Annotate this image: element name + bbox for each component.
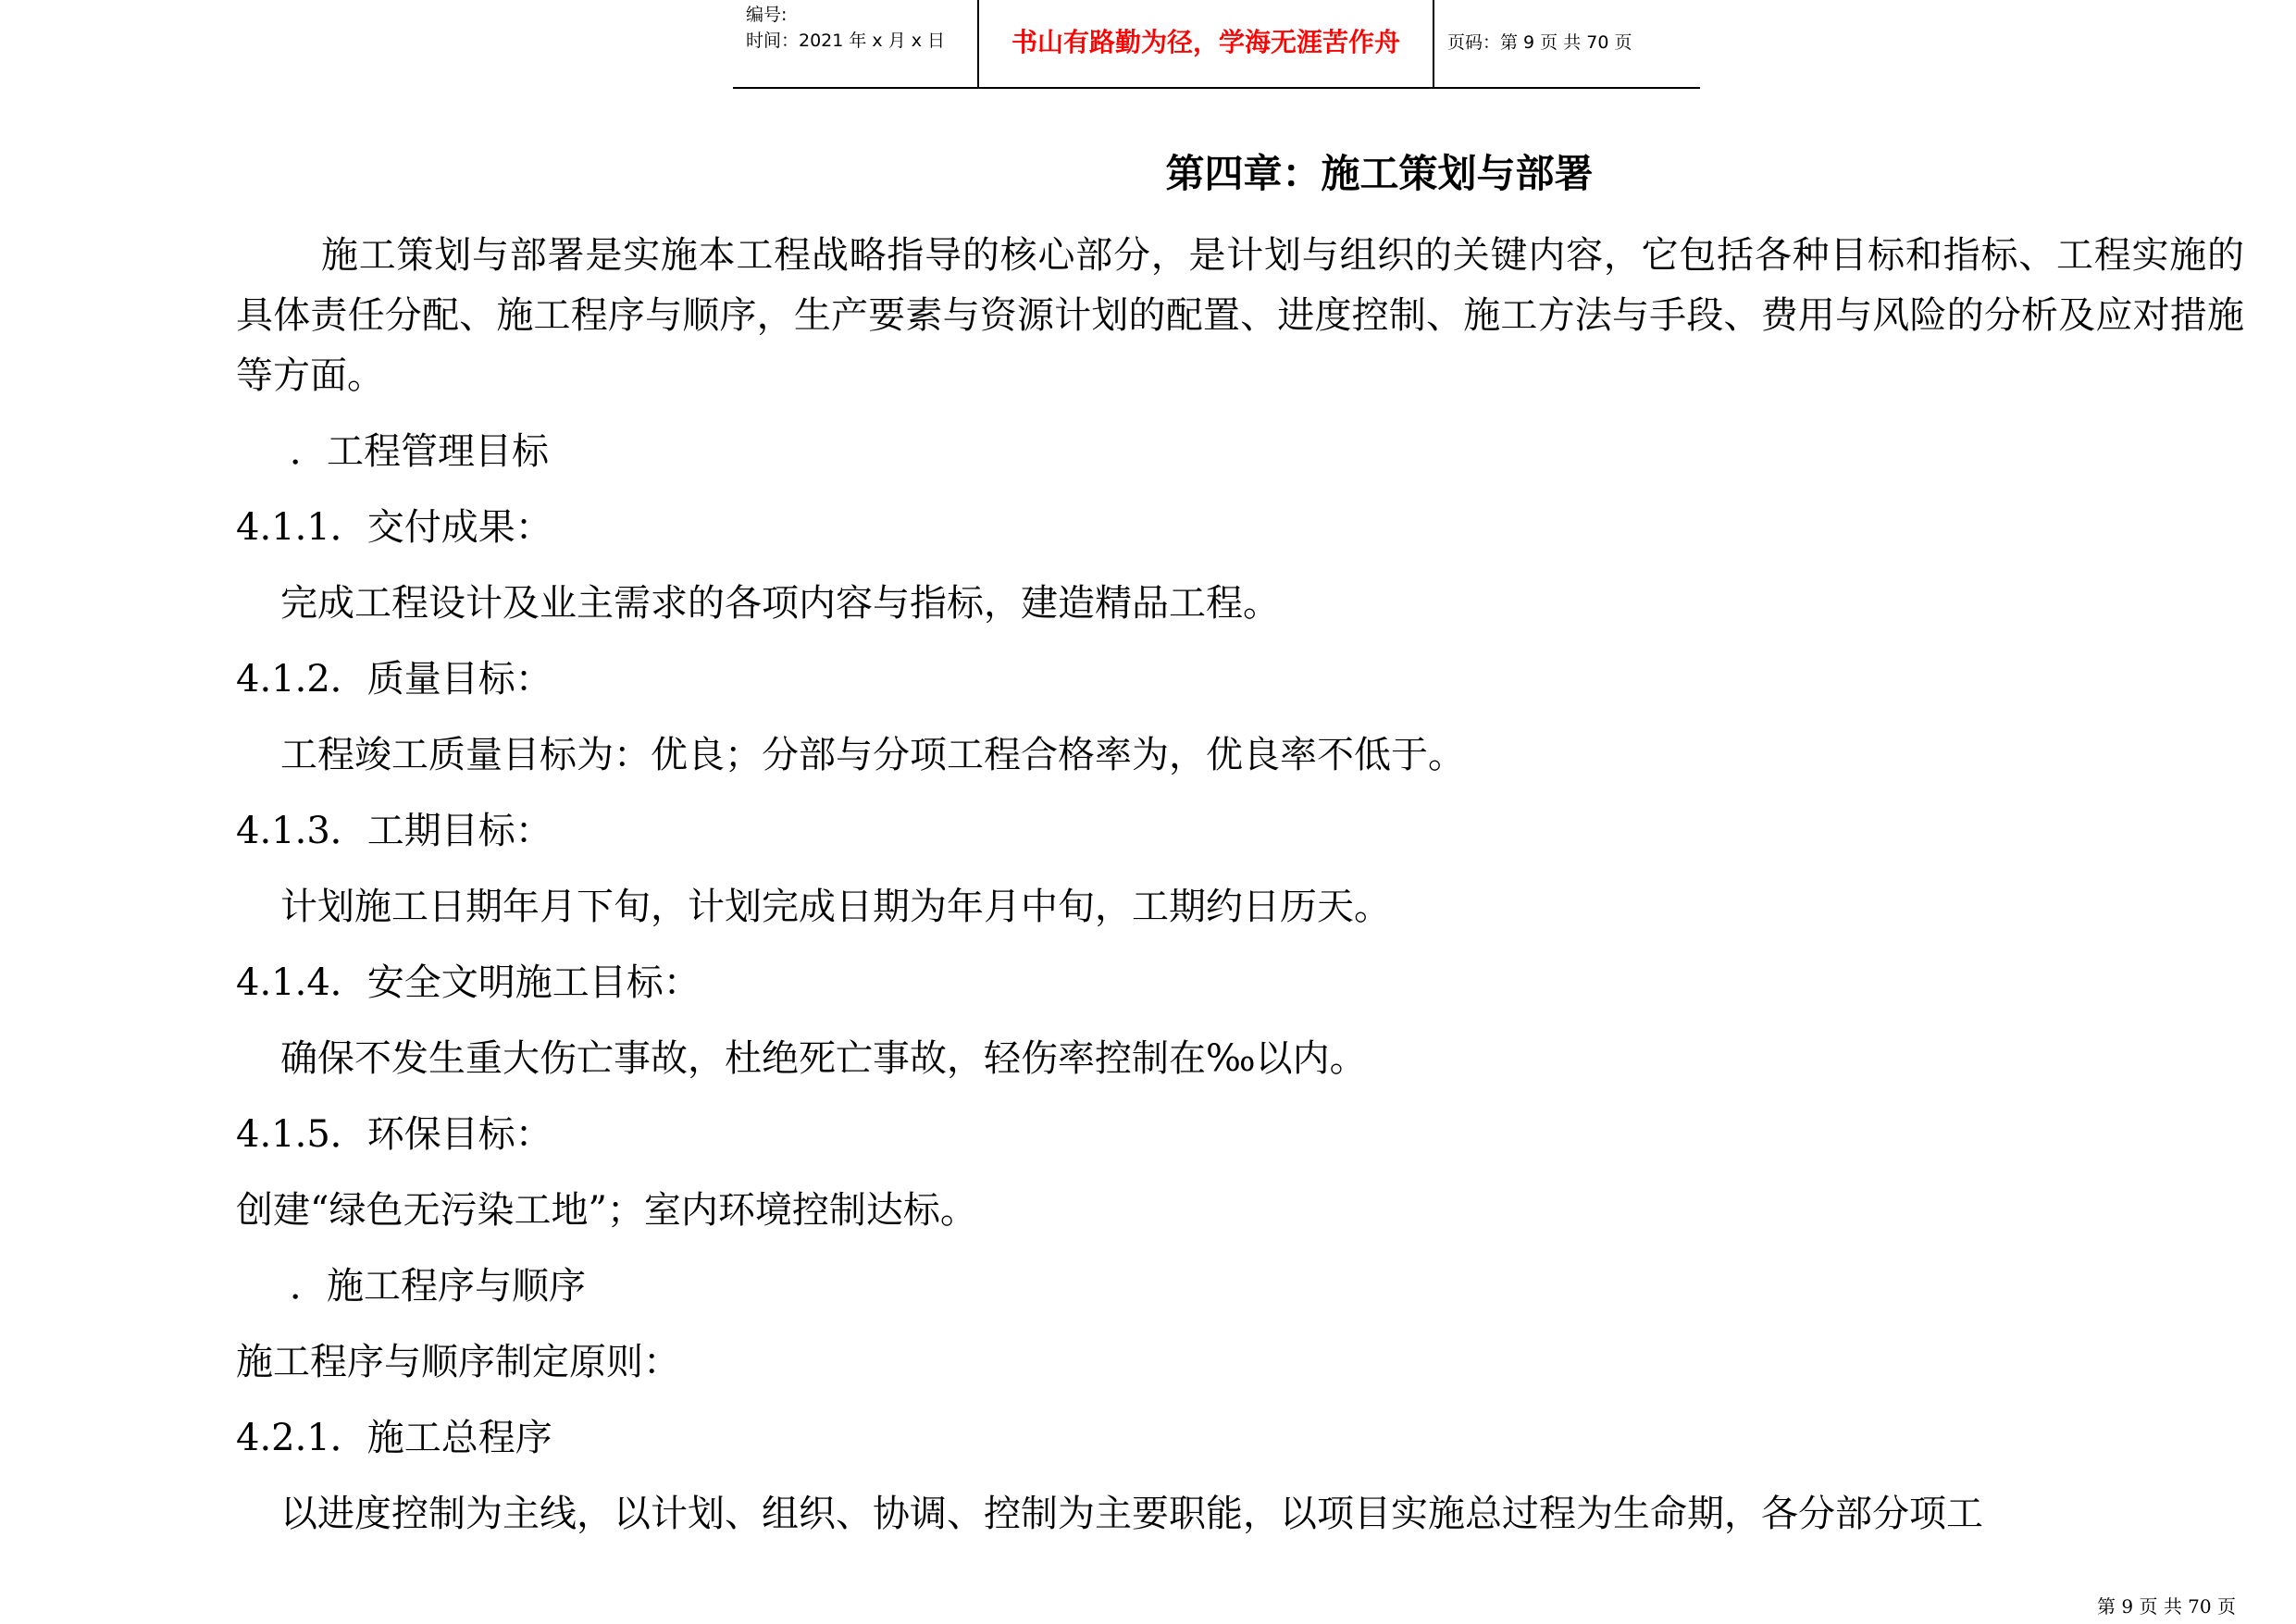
numbered-heading: 4.2.1．施工总程序 bbox=[236, 1417, 552, 1459]
page-footer bbox=[2097, 1595, 2236, 1618]
footer-page-number: 第 9 页 共 70 页 bbox=[2097, 1595, 2236, 1618]
body-text: 工程竣工质量目标为：优良；分部与分项工程合格率为，优良率不低于。 bbox=[280, 734, 1465, 776]
body-text: 完成工程设计及业主需求的各项内容与指标，建造精品工程。 bbox=[280, 582, 1280, 625]
body-text: 计划施工日期年月下旬，计划完成日期为年月中旬，工期约日历天。 bbox=[280, 886, 1391, 928]
section-heading: ．施工程序与顺序 bbox=[290, 1265, 586, 1308]
motto-text: 书山有路勤为径，学海无涯苦作舟 bbox=[1011, 27, 1400, 57]
numbered-heading: 4.1.1．交付成果： bbox=[236, 506, 552, 549]
page-header bbox=[733, 0, 1700, 89]
intro-paragraph: 施工策划与部署是实施本工程战略指导的核心部分，是计划与组织的关键内容，它包括各种目标和指标、工程实施的具体责任分配、施工程序与顺序，生产要素与资源计划的配置、进度控制、施工方法与手段、费用与风险的分析及应对措施等方面。 bbox=[236, 234, 2244, 397]
header-motto-cell bbox=[979, 0, 1434, 87]
body-text: 确保不发生重大伤亡事故，杜绝死亡事故，轻伤率控制在‰以内。 bbox=[280, 1037, 1367, 1080]
numbered-heading: 4.1.4．安全文明施工目标： bbox=[236, 961, 701, 1004]
document-body bbox=[236, 226, 2244, 1552]
header-meta-cell bbox=[733, 0, 979, 87]
numbered-heading: 4.1.3．工期目标： bbox=[236, 810, 552, 852]
body-text: 以进度控制为主线，以计划、组织、协调、控制为主要职能，以项目实施总过程为生命期，各分部分项工 bbox=[280, 1493, 1983, 1535]
plain-text: 施工程序与顺序制定原则： bbox=[236, 1341, 680, 1383]
numbered-heading: 4.1.2．质量目标： bbox=[236, 658, 552, 700]
serial-label: 编号: bbox=[746, 5, 788, 25]
header-page-info: 页码：第 9 页 共 70 页 bbox=[1447, 31, 1632, 53]
section-heading: ．工程管理目标 bbox=[290, 430, 549, 473]
chapter-title: 第四章：施工策划与部署 bbox=[1165, 151, 1594, 196]
time-label: 时间：2021 年 x 月 x 日 bbox=[746, 31, 946, 51]
numbered-heading: 4.1.5．环保目标： bbox=[236, 1113, 552, 1156]
section-list bbox=[236, 414, 2244, 1552]
plain-text: 创建“绿色无污染工地”；室内环境控制达标。 bbox=[236, 1189, 977, 1232]
header-page-cell bbox=[1434, 0, 1700, 87]
